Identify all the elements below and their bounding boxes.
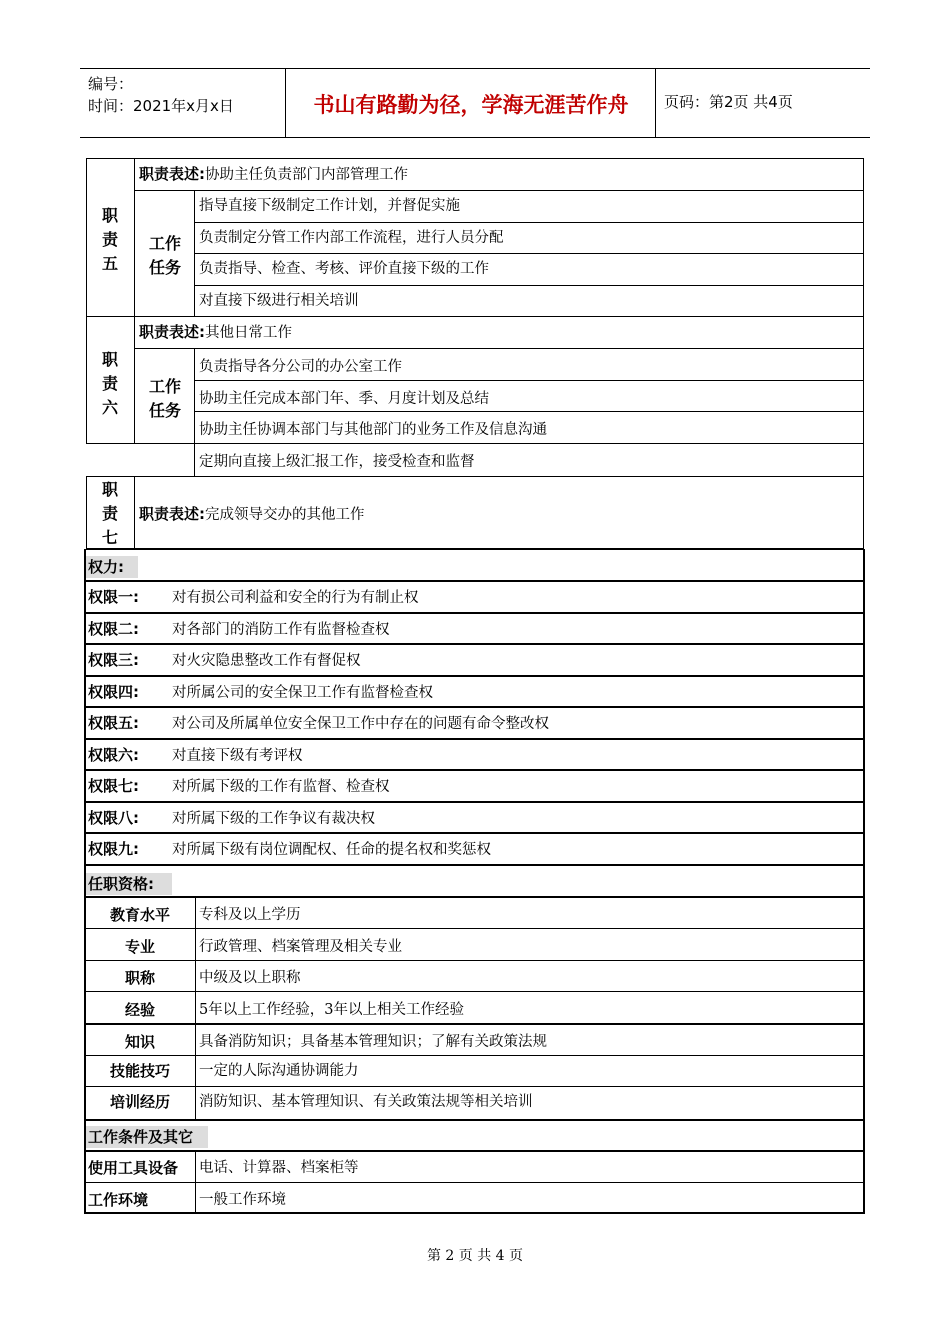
table-rule: [84, 1023, 865, 1025]
table-rule: [84, 738, 865, 740]
header-meta: [88, 73, 234, 117]
duty6-label: 职 责 六: [101, 350, 118, 417]
condition-value: 电话、计算器、档案柜等: [199, 1160, 359, 1176]
table-rule: [86, 316, 864, 317]
power-row: 权限三: 对火灾隐患整改工作有督促权: [88, 651, 361, 669]
power-row: 权限六: 对直接下级有考评权: [88, 746, 303, 764]
table-rule: [84, 580, 865, 582]
code-label: 编号：: [88, 75, 134, 93]
qual-label: 知识: [124, 1033, 155, 1051]
duty6-description: 职责表述:其他日常工作: [139, 323, 292, 341]
duty5-task: 负责制定分管工作内部工作流程，进行人员分配: [199, 230, 504, 246]
table-rule: [86, 443, 864, 444]
table-rule: [84, 1055, 865, 1056]
header-motto: 书山有路勤为径，学海无涯苦作舟: [313, 93, 629, 117]
table-rule: [84, 675, 865, 677]
duty7-label: 职 责 七: [101, 480, 118, 547]
table-rule: [134, 190, 864, 191]
qual-label: 培训经历: [109, 1093, 170, 1111]
table-rule: [194, 411, 864, 412]
table-rule: [84, 706, 865, 708]
table-rule: [84, 832, 865, 834]
header-page-number: 页码：第2页 共4页: [664, 93, 793, 111]
header-divider: [655, 69, 656, 137]
power-row: 权限七: 对所属下级的工作有监督、检查权: [88, 777, 390, 795]
table-rule: [84, 643, 865, 645]
table-rule: [134, 476, 135, 549]
qual-label: 技能技巧: [109, 1062, 170, 1080]
table-rule: [86, 548, 864, 550]
condition-label: 工作环境: [88, 1191, 149, 1209]
table-rule: [84, 769, 865, 771]
power-row: 权限五: 对公司及所属单位安全保卫工作中存在的问题有命令整改权: [88, 714, 549, 732]
page-header: [80, 68, 870, 138]
table-rule: [84, 1212, 865, 1214]
table-rule: [84, 1119, 865, 1121]
table-rule: [194, 285, 864, 286]
duty7-description: 职责表述:完成领导交办的其他工作: [139, 505, 365, 523]
table-rule: [86, 158, 87, 444]
quals-title: 任职资格:: [86, 873, 172, 895]
table-rule: [84, 896, 865, 898]
duty5-task: 负责指导、检查、考核、评价直接下级的工作: [199, 261, 489, 277]
duty6-task: 协助主任完成本部门年、季、月度计划及总结: [199, 391, 489, 407]
power-row: 权限九: 对所属下级有岗位调配权、任命的提名权和奖惩权: [88, 840, 491, 858]
table-rule: [194, 253, 864, 254]
table-rule: [134, 348, 864, 349]
duty5-description: 职责表述:协助主任负责部门内部管理工作: [139, 165, 408, 183]
power-row: 权限二: 对各部门的消防工作有监督检查权: [88, 620, 390, 638]
qual-value: 行政管理、档案管理及相关专业: [199, 939, 402, 955]
qual-label: 经验: [124, 1001, 155, 1019]
table-rule: [84, 864, 865, 866]
table-rule: [84, 801, 865, 803]
table-rule: [863, 866, 865, 1214]
table-rule: [84, 991, 865, 992]
qual-value: 一定的人际沟通协调能力: [199, 1063, 359, 1079]
table-rule: [84, 1182, 865, 1183]
table-rule: [84, 928, 865, 929]
table-rule: [134, 158, 135, 444]
duty5-label: 职 责 五: [101, 206, 118, 273]
table-rule: [194, 380, 864, 381]
powers-title: 权力:: [86, 556, 138, 578]
table-rule: [84, 1150, 865, 1152]
duty5-task-label: 工作 任务: [148, 234, 181, 277]
table-rule: [86, 476, 87, 549]
duty5-task: 对直接下级进行相关培训: [199, 293, 359, 309]
qual-value: 消防知识、基本管理知识、有关政策法规等相关培训: [199, 1094, 533, 1110]
duty6-task: 协助主任协调本部门与其他部门的业务工作及信息沟通: [199, 422, 547, 438]
qual-label: 职称: [124, 969, 155, 987]
table-rule: [863, 158, 864, 549]
condition-label: 使用工具设备: [88, 1159, 179, 1177]
conditions-title: 工作条件及其它: [86, 1126, 208, 1148]
condition-value: 一般工作环境: [199, 1192, 286, 1208]
page-footer: 第 2 页 共 4 页: [426, 1248, 524, 1264]
duty5-task: 指导直接下级制定工作计划，并督促实施: [199, 198, 460, 214]
table-rule: [86, 158, 864, 159]
qual-value: 专科及以上学历: [199, 907, 301, 923]
power-row: 权限四: 对所属公司的安全保卫工作有监督检查权: [88, 683, 433, 701]
duty6-task: 定期向直接上级汇报工作，接受检查和监督: [199, 454, 475, 470]
table-rule: [84, 1086, 865, 1087]
table-rule: [194, 222, 864, 223]
duty6-task-label: 工作 任务: [148, 377, 181, 420]
power-row: 权限八: 对所属下级的工作争议有裁决权: [88, 809, 375, 827]
table-rule: [86, 476, 864, 477]
qual-label: 教育水平: [109, 906, 170, 924]
power-row: 权限一: 对有损公司利益和安全的行为有制止权: [88, 588, 419, 606]
qual-label: 专业: [124, 938, 155, 956]
table-rule: [84, 960, 865, 961]
table-rule: [84, 612, 865, 614]
qual-value: 中级及以上职称: [199, 970, 301, 986]
table-rule: [863, 549, 865, 867]
qual-value: 具备消防知识；具备基本管理知识；了解有关政策法规: [199, 1034, 547, 1050]
duty6-task: 负责指导各分公司的办公室工作: [199, 359, 402, 375]
table-rule: [84, 549, 86, 867]
qual-value: 5年以上工作经验，3年以上相关工作经验: [199, 1002, 464, 1018]
table-rule: [194, 348, 195, 476]
time-label: 时间：2021年x月x日: [88, 97, 234, 115]
